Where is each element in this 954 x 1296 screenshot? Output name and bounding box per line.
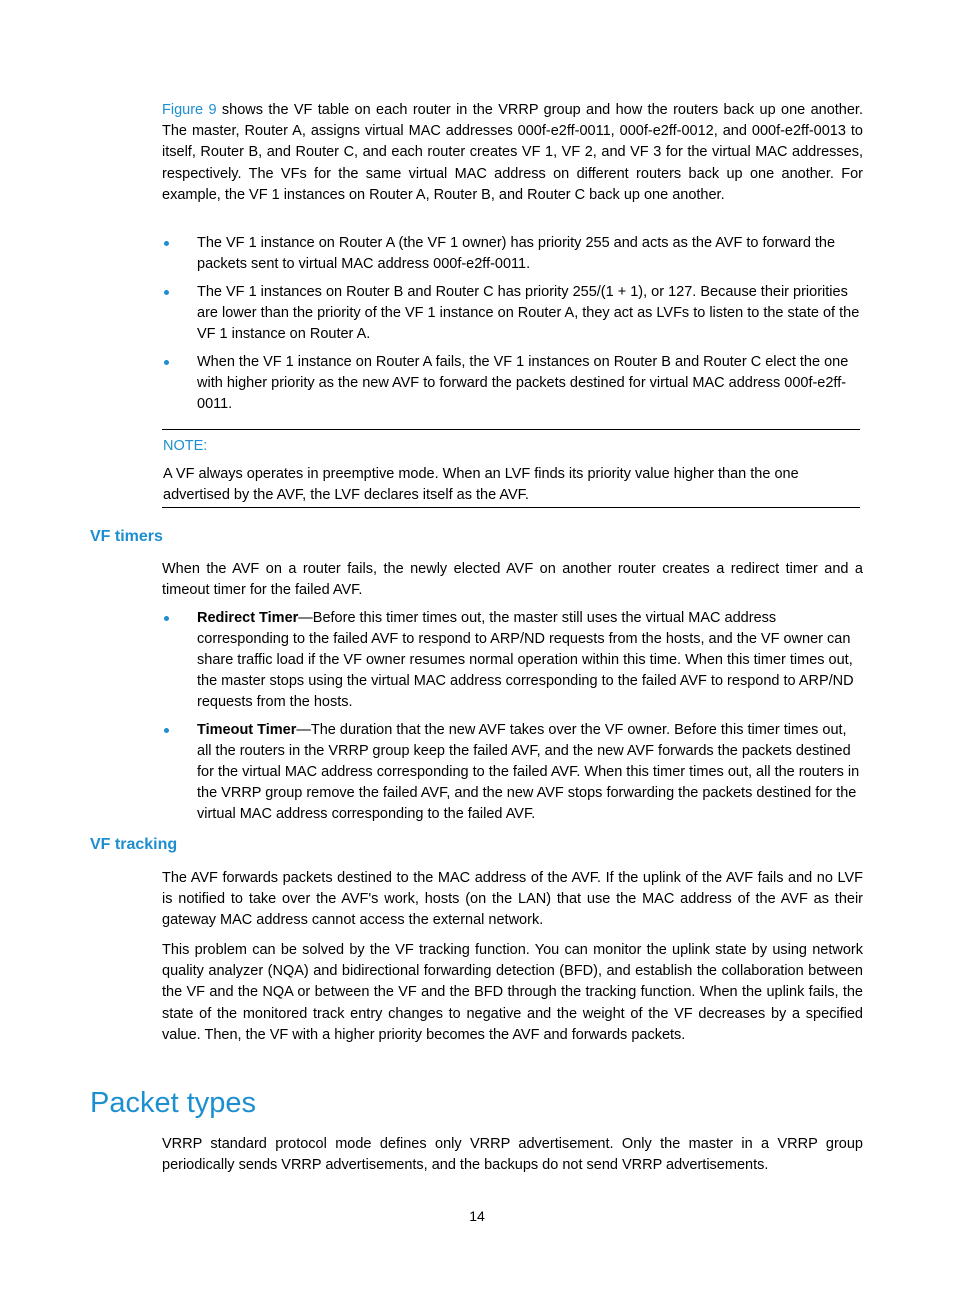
bullet-icon	[164, 290, 169, 295]
vf-tracking-paragraph-2: This problem can be solved by the VF tracking function. You can monitor the uplink state by using network quality analyzer (NQA) and bidirectional forwarding detection (BFD), and establish the collaboration between the VF and the NQA or between the VF and the BFD through the tracking function. When the uplink fails, the state of the monitored track entry changes to negative and the weight of the VF decreases by a specified value. Then, the VF with a higher priority becomes the AVF and forwards packets.	[162, 942, 863, 1043]
page-number: 14	[469, 1208, 485, 1224]
list-item: When the VF 1 instance on Router A fails, the VF 1 instances on Router B and Router C elect the one with higher priority as the new AVF to forward the packets destined for virtual MAC address 000f-e2ff-0011.	[162, 352, 863, 415]
vf-tracking-paragraph-1: The AVF forwards packets destined to the MAC address of the AVF. If the uplink of the AVF fails and no LVF is notified to take over the AVF's work, hosts (on the LAN) that use the MAC address of the AVF as their gateway MAC address cannot access the external network.	[162, 870, 863, 929]
note-box	[162, 429, 860, 508]
note-text: A VF always operates in preemptive mode. When an LVF finds its priority value higher than the one advertised by the AVF, the LVF declares itself as the AVF.	[163, 466, 799, 503]
bullet-term: Timeout Timer	[197, 722, 297, 738]
figure-link[interactable]: Figure 9	[162, 102, 217, 118]
list-item: Redirect Timer—Before this timer times out, the master still uses the virtual MAC address corresponding to the failed AVF to respond to ARP/ND requests from the hosts, and the VF owner can share traffic load if the VF owner resumes normal operation within this time. When this timer times out, the master stops using the virtual MAC address corresponding to the failed AVF to respond to ARP/ND requests from the hosts.	[162, 608, 863, 713]
vf-tracking-heading: VF tracking	[90, 836, 178, 853]
note-label: NOTE:	[163, 438, 208, 454]
vf-timers-intro: When the AVF on a router fails, the newly elected AVF on another router creates a redirect timer and a timeout timer for the failed AVF.	[162, 561, 863, 599]
bullet-icon	[164, 728, 169, 733]
bullet-icon	[164, 360, 169, 365]
bullet-term: Redirect Timer	[197, 610, 299, 626]
list-item: Timeout Timer—The duration that the new AVF takes over the VF owner. Before this timer times out, all the routers in the VRRP group keep the failed AVF, and the new AVF forwards the packets destined for the virtual MAC address corresponding to the failed AVF. When this timer times out, all the routers in the VRRP group remove the failed AVF, and the new AVF stops forwarding the packets destined for the virtual MAC address corresponding to the failed AVF.	[162, 720, 863, 825]
list-item: The VF 1 instance on Router A (the VF 1 owner) has priority 255 and acts as the AVF to forward the packets sent to virtual MAC address 000f-e2ff-0011.	[162, 233, 863, 275]
bullet-icon	[164, 241, 169, 246]
packet-types-paragraph: VRRP standard protocol mode defines only VRRP advertisement. Only the master in a VRRP group periodically sends VRRP advertisements, and the backups do not send VRRP advertisements.	[162, 1136, 863, 1174]
intro-text: shows the VF table on each router in the VRRP group and how the routers back up one another. The master, Router A, assigns virtual MAC addresses 000f-e2ff-0011, 000f-e2ff-0012, and 000f-e2ff-0013 to itself, Router B, and Router C, and each router creates VF 1, VF 2, and VF 3 for the virtual MAC addresses, respectively. The VFs for the same virtual MAC address on different routers back up one another. For example, the VF 1 instances on Router A, Router B, and Router C back up one another.	[162, 102, 863, 203]
intro-paragraph	[162, 100, 863, 206]
vf-timers-heading: VF timers	[90, 528, 163, 545]
packet-types-heading: Packet types	[90, 1087, 257, 1119]
bullet-icon	[164, 616, 169, 621]
list-item: The VF 1 instances on Router B and Router C has priority 255/(1 + 1), or 127. Because their priorities are lower than the priority of the VF 1 instance on Router A, they act as LVFs to listen to the state of the VF 1 instance on Router A.	[162, 282, 863, 345]
